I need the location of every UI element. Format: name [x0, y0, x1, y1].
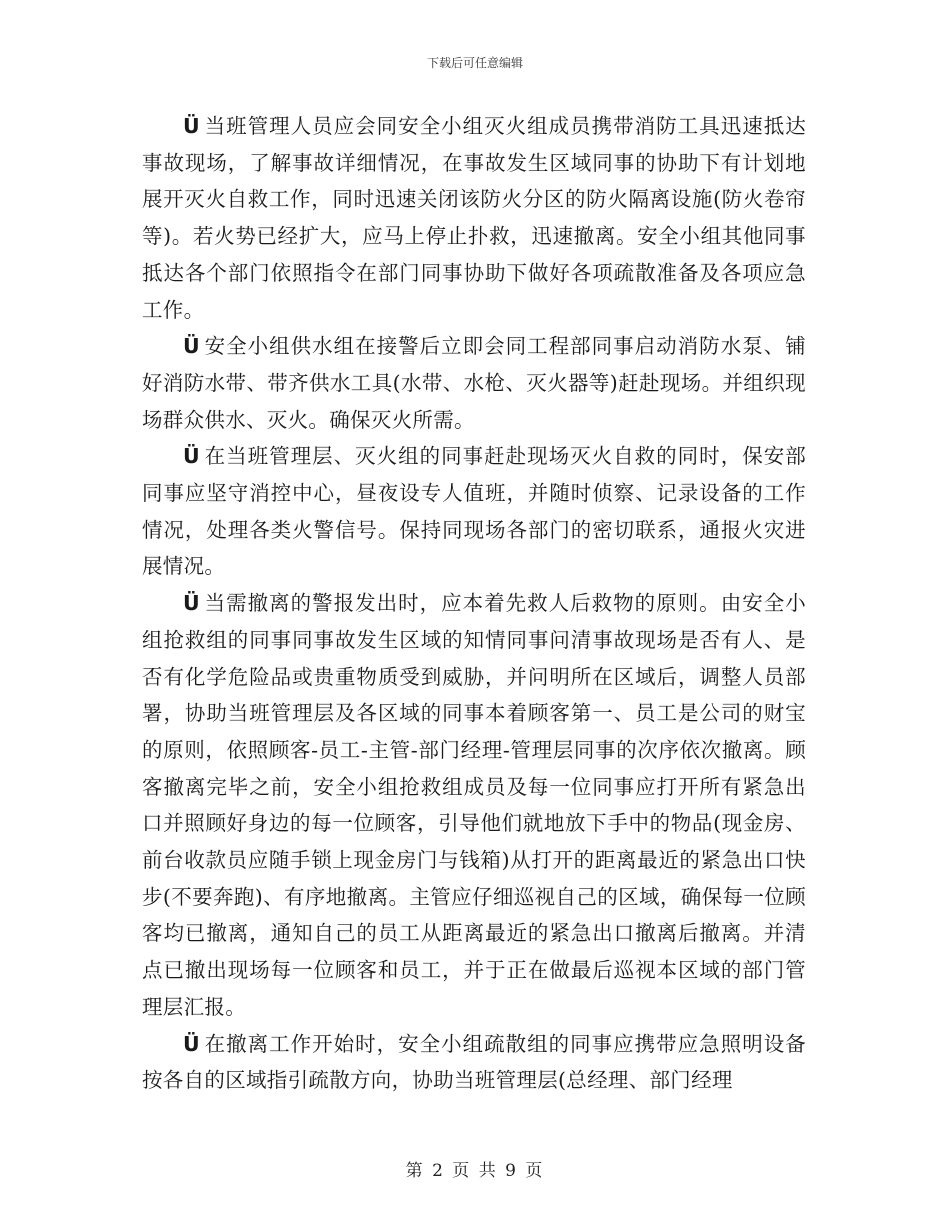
bullet-marker: Ü	[183, 591, 200, 616]
paragraph-water-supply	[142, 328, 806, 438]
page-footer: 第 2 页 共 9 页	[405, 1161, 545, 1181]
bullet-marker: Ü	[183, 1031, 200, 1056]
page-header: 下载后可任意编辑	[426, 56, 523, 70]
paragraph-text: 安全小组供水组在接警后立即会同工程部同事启动消防水泵、铺好消防水带、带齐供水工具(水带、水枪、灭火器等)赶赴现场。并组织现场群众供水、灭火。确保灭火所需。	[142, 334, 806, 432]
bullet-marker: Ü	[183, 444, 200, 469]
paragraph-text: 当需撤离的警报发出时，应本着先救人后救物的原则。由安全小组抢救组的同事同事故发生区域的知情同事问清事故现场是否有人、是否有化学危险品或贵重物质受到威胁，并问明所在区域后，调整人员部署，协助当班管理层及各区域的同事本着顾客第一、员工是公司的财宝的原则，依照顾客-员工-主管-部门经理-管理层同事的次序依次撤离。顾客撤离完毕之前，安全小组抢救组成员及每一位同事应打开所有紧急出口并照顾好身边的每一位顾客，引导他们就地放下手中的物品(现金房、前台收款员应随手锁上现金房门与钱箱)从打开的距离最近的紧急出口快步(不要奔跑)、有序地撤离。主管应仔细巡视自己的区域，确保每一位顾客均已撤离，通知自己的员工从距离最近的紧急出口撤离后撤离。并清点已撤出现场每一位顾客和员工，并于正在做最后巡视本区域的部门管理层汇报。	[142, 591, 806, 1019]
bullet-marker: Ü	[183, 114, 200, 138]
paragraph-text: 在撤离工作开始时，安全小组疏散组的同事应携带应急照明设备按各自的区域指引疏散方向，协助当班管理层(总经理、部门经理	[142, 1031, 806, 1093]
document-body	[142, 108, 806, 1099]
paragraph-text: 在当班管理层、灭火组的同事赶赴现场灭火自救的同时，保安部同事应坚守消控中心，昼夜设专人值班，并随时侦察、记录设备的工作情况，处理各类火警信号。保持同现场各部门的密切联系，通报火灾进展情况。	[142, 444, 806, 579]
paragraph-firefighting	[142, 108, 806, 328]
paragraph-evacuation-guidance	[142, 1026, 806, 1099]
paragraph-evacuation	[142, 585, 806, 1025]
paragraph-text: 当班管理人员应会同安全小组灭火组成员携带消防工具迅速抵达事故现场，了解事故详细情况，在事故发生区域同事的协助下有计划地展开灭火自救工作，同时迅速关闭该防火分区的防火隔离设施(防火卷帘等)。若火势已经扩大，应马上停止扑救，迅速撤离。安全小组其他同事抵达各个部门依照指令在部门同事协助下做好各项疏散准备及各项应急工作。	[142, 114, 806, 322]
bullet-marker: Ü	[183, 334, 200, 359]
paragraph-control-center	[142, 438, 806, 585]
